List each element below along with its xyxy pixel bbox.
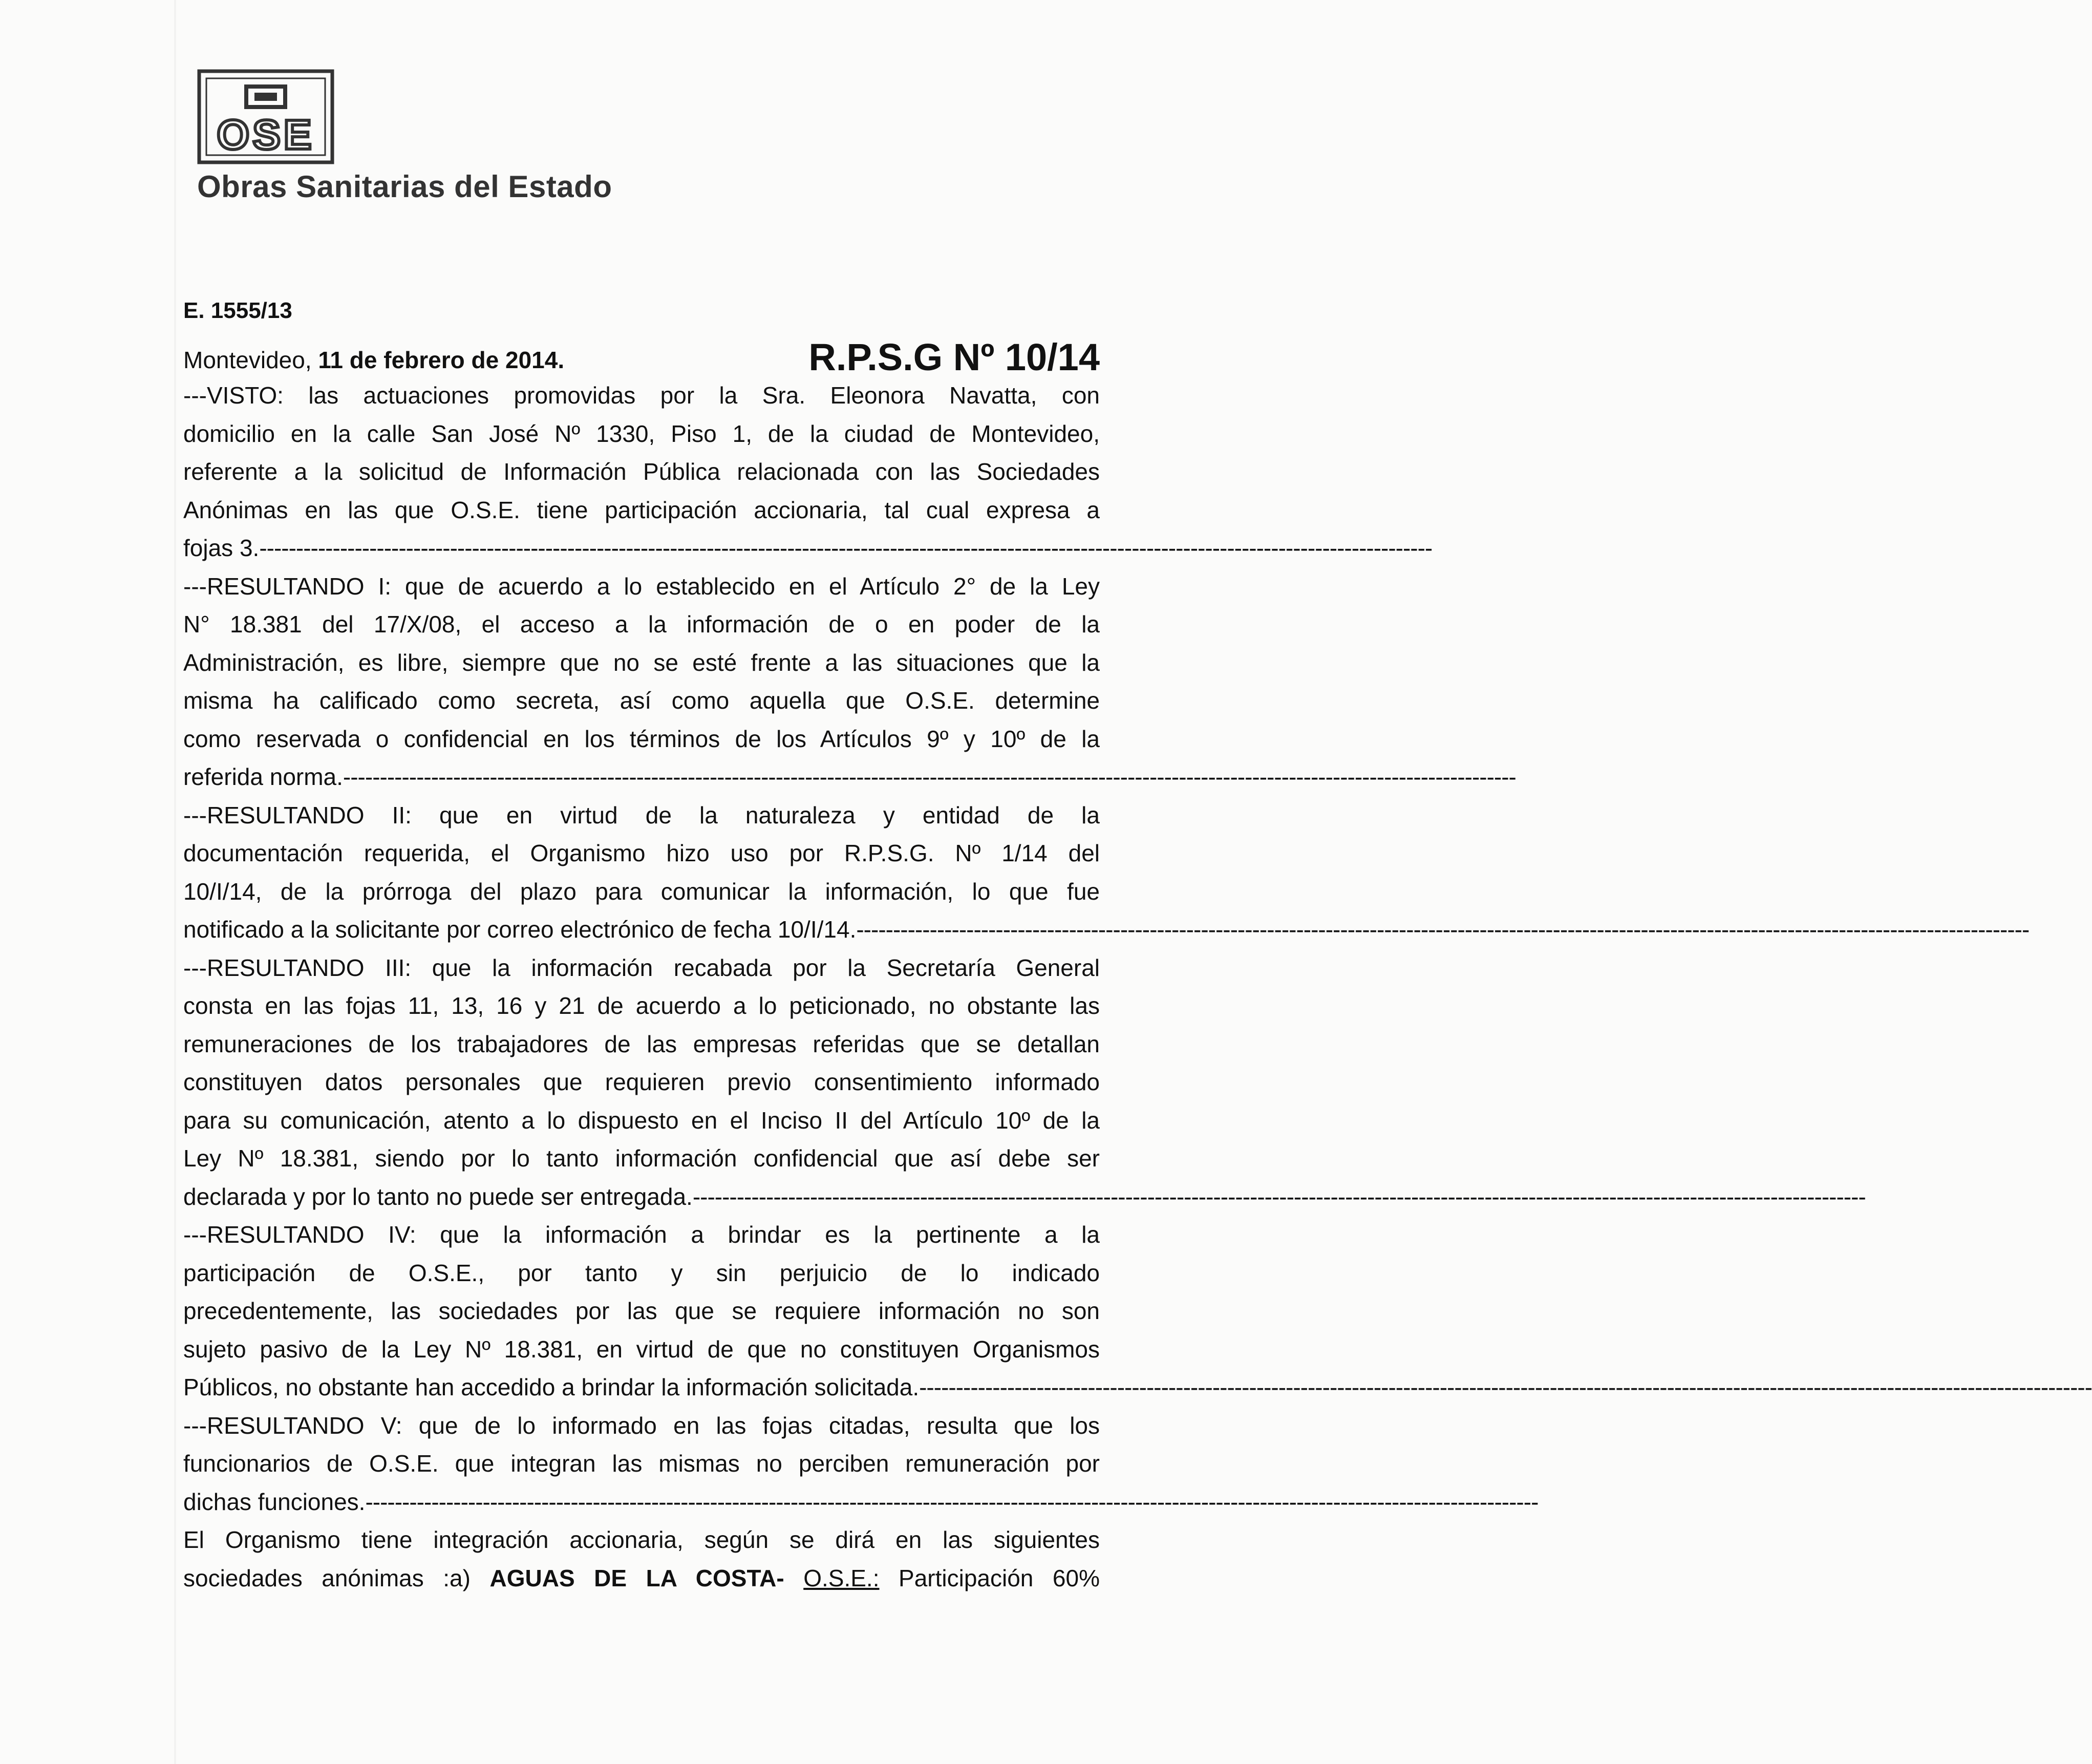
text-line: misma ha calificado como secreta, así como aquella que O.S.E. determine	[183, 687, 1100, 714]
resultando-4-paragraph	[183, 1216, 2092, 1407]
text-line: ---RESULTANDO II: que en virtud de la naturaleza y entidad de la	[183, 801, 1100, 828]
text-line: domicilio en la calle San José Nº 1330, Piso 1, de la ciudad de Montevideo,	[183, 420, 1100, 447]
text-line: remuneraciones de los trabajadores de las empresas referidas que se detallan	[183, 1030, 1100, 1057]
text-line	[183, 758, 1516, 796]
expediente-number: E. 1555/13	[183, 298, 292, 323]
text-line	[183, 1559, 1100, 1598]
text-line: para su comunicación, atento a lo dispuesto en el Inciso II del Artículo 10º de la	[183, 1107, 1100, 1134]
text-line: precedentemente, las sociedades por las que se requiere información no son	[183, 1298, 1100, 1324]
text-line: como reservada o confidencial en los términos de los Artículos 9º y 10º de la	[183, 725, 1100, 752]
ose-logo-icon	[197, 69, 334, 164]
svg-text:OSE: OSE	[217, 112, 315, 158]
resultando-5-paragraph	[183, 1407, 1539, 1521]
visto-paragraph	[183, 376, 1433, 567]
text-line: ---RESULTANDO I: que de acuerdo a lo establecido en el Artículo 2° de la Ley	[183, 572, 1100, 600]
ose-label: O.S.E.:	[803, 1564, 880, 1591]
resultando-3-paragraph	[183, 949, 1866, 1216]
text-line-end: notificado a la solicitante por correo electrónico de fecha 10/I/14.	[183, 916, 857, 943]
document-date	[183, 346, 564, 374]
dash-filler: ----------------------------------------------------------------------------------------------------------------------------------------------------------------	[919, 1374, 2092, 1400]
text-line-end: dichas funciones.	[183, 1488, 366, 1515]
text-line	[183, 910, 2030, 949]
text-line: ---VISTO: las actuaciones promovidas por la Sra. Eleonora Navatta, con	[183, 382, 1100, 409]
text-line: 10/I/14, de la prórroga del plazo para comunicar la información, lo que fue	[183, 878, 1100, 905]
text-line: referente a la solicitud de Información Pública relacionada con las Sociedades	[183, 458, 1100, 485]
text-line-end: fojas 3.	[183, 535, 260, 561]
text-line: sujeto pasivo de la Ley Nº 18.381, en virtud de que no constituyen Organismos	[183, 1335, 1100, 1363]
org-name: Obras Sanitarias del Estado	[197, 169, 612, 204]
company-name: AGUAS DE LA COSTA-	[489, 1564, 804, 1591]
text-line: participación de O.S.E., por tanto y sin perjuicio de lo indicado	[183, 1259, 1100, 1286]
text-line: documentación requerida, el Organismo hizo uso por R.P.S.G. Nº 1/14 del	[183, 840, 1100, 866]
resultando-1-paragraph	[183, 567, 1516, 796]
text-line: Anónimas en las que O.S.E. tiene participación accionaria, tal cual expresa a	[183, 496, 1100, 523]
text-line: El Organismo tiene integración accionaria, según se dirá en las siguientes	[183, 1526, 1100, 1553]
text-line	[183, 529, 1433, 567]
text-line: ---RESULTANDO V: que de lo informado en las fojas citadas, resulta que los	[183, 1412, 1100, 1439]
dash-filler: ----------------------------------------------------------------------------------------------------------------------------------------------------------------	[343, 763, 1516, 790]
resultando-2-paragraph	[183, 796, 2030, 949]
text-line: Ley Nº 18.381, siendo por lo tanto información confidencial que así debe ser	[183, 1145, 1100, 1172]
dash-filler: ----------------------------------------------------------------------------------------------------------------------------------------------------------------	[365, 1488, 1539, 1515]
date-prefix: Montevideo,	[183, 347, 318, 373]
closing-pre: sociedades anónimas :a)	[183, 1564, 490, 1591]
text-line	[183, 1368, 2092, 1407]
text-line: constituyen datos personales que requieren previo consentimiento informado	[183, 1069, 1100, 1095]
dash-filler: ----------------------------------------------------------------------------------------------------------------------------------------------------------------	[259, 535, 1433, 561]
participation-text: Participación 60%	[879, 1564, 1100, 1591]
text-line-end: declarada y por lo tanto no puede ser entregada.	[183, 1183, 693, 1210]
scan-shadow	[174, 0, 176, 1764]
date-line	[183, 338, 1100, 379]
date-value: 11 de febrero de 2014.	[318, 347, 565, 373]
resolution-number: R.P.S.G Nº 10/14	[808, 336, 1100, 378]
dash-filler: ----------------------------------------------------------------------------------------------------------------------------------------------------------------	[856, 916, 2030, 943]
text-line: Administración, es libre, siempre que no se esté frente a las situaciones que la	[183, 649, 1100, 676]
text-line: consta en las fojas 11, 13, 16 y 21 de acuerdo a lo peticionado, no obstante las	[183, 992, 1100, 1019]
text-line	[183, 1178, 1866, 1216]
document-body	[183, 376, 2092, 1597]
dash-filler: ----------------------------------------------------------------------------------------------------------------------------------------------------------------	[692, 1183, 1866, 1210]
text-line: ---RESULTANDO III: que la información recabada por la Secretaría General	[183, 954, 1100, 981]
text-line	[183, 1483, 1539, 1521]
text-line: N° 18.381 del 17/X/08, el acceso a la información de o en poder de la	[183, 611, 1100, 637]
text-line-end: Públicos, no obstante han accedido a brindar la información solicitada.	[183, 1374, 920, 1400]
text-line-end: referida norma.	[183, 763, 343, 790]
text-line: funcionarios de O.S.E. que integran las mismas no perciben remuneración por	[183, 1450, 1100, 1477]
closing-paragraph	[183, 1521, 1100, 1597]
text-line: ---RESULTANDO IV: que la información a brindar es la pertinente a la	[183, 1221, 1100, 1248]
